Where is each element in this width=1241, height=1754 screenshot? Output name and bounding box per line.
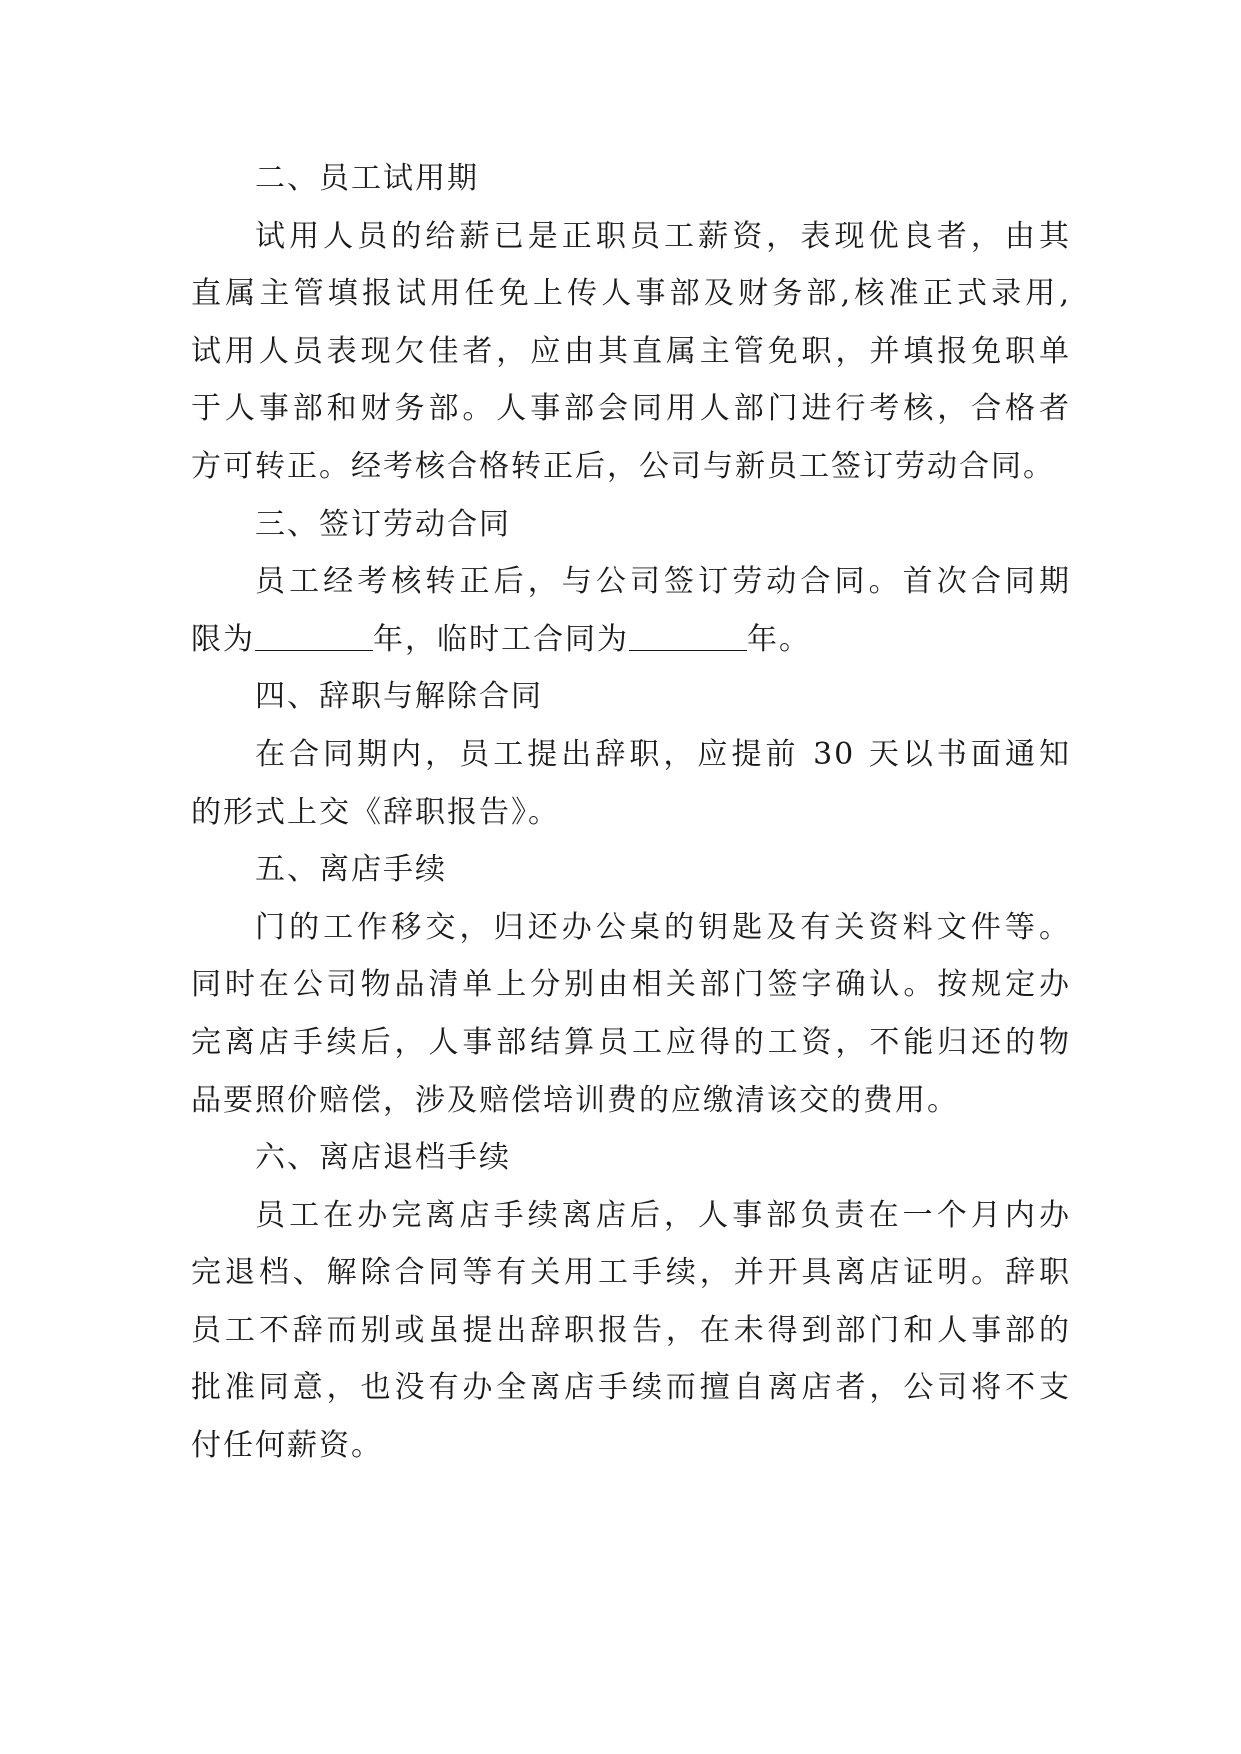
- document-page: [191, 150, 1071, 1475]
- text-segment: 年。: [747, 621, 811, 657]
- paragraph-line: 的形式上交《辞职报告》。: [191, 794, 560, 830]
- paragraph-line: 试用人员表现欠佳者，应由其直属主管免职，并填报免职单: [191, 333, 1071, 369]
- paragraph-line: 方可转正。经考核合格转正后，公司与新员工签订劳动合同。: [191, 448, 1055, 484]
- section-heading: 二、员工试用期: [255, 161, 479, 196]
- section-heading: 四、辞职与解除合同: [255, 679, 543, 715]
- paragraph-line: 完离店手续后，人事部结算员工应得的工资，不能归还的物: [191, 1024, 1071, 1060]
- paragraph-line: 直属主管填报试用任免上传人事部及财务部,核准正式录用,: [191, 276, 1071, 312]
- paragraph-line: 于人事部和财务部。人事部会同用人部门进行考核，合格者: [191, 391, 1071, 427]
- fill-in-blank: [629, 620, 747, 651]
- paragraph-line: 批准同意，也没有办全离店手续而擅自离店者，公司将不支: [191, 1370, 1071, 1406]
- paragraph-line: 同时在公司物品清单上分别由相关部门签字确认。按规定办: [191, 967, 1071, 1003]
- paragraph-line-with-blanks: [191, 611, 1071, 669]
- text-segment: 限为: [191, 621, 255, 657]
- section-heading: 三、签订劳动合同: [255, 506, 511, 542]
- paragraph-line: 员工不辞而别或虽提出辞职报告，在未得到部门和人事部的: [191, 1312, 1071, 1348]
- section-heading: 六、离店退档手续: [255, 1140, 511, 1176]
- paragraph-line: 试用人员的给薪已是正职员工薪资，表现优良者，由其: [255, 218, 1071, 254]
- section-heading: 五、离店手续: [255, 852, 447, 888]
- text-segment: 年，临时工合同为: [373, 621, 629, 657]
- paragraph-line: 门的工作移交，归还办公桌的钥匙及有关资料文件等。: [255, 909, 1071, 945]
- paragraph-line: 员工在办完离店手续离店后，人事部负责在一个月内办: [255, 1197, 1071, 1233]
- paragraph-line: 品要照价赔偿，涉及赔偿培训费的应缴清该交的费用。: [191, 1082, 959, 1118]
- paragraph-line: 员工经考核转正后，与公司签订劳动合同。首次合同期: [255, 564, 1071, 600]
- paragraph-line: 付任何薪资。: [191, 1428, 383, 1464]
- paragraph-line: 完退档、解除合同等有关用工手续，并开具离店证明。辞职: [191, 1255, 1071, 1291]
- fill-in-blank: [255, 620, 373, 651]
- paragraph-line: 在合同期内，员工提出辞职，应提前 30 天以书面通知: [255, 736, 1071, 772]
